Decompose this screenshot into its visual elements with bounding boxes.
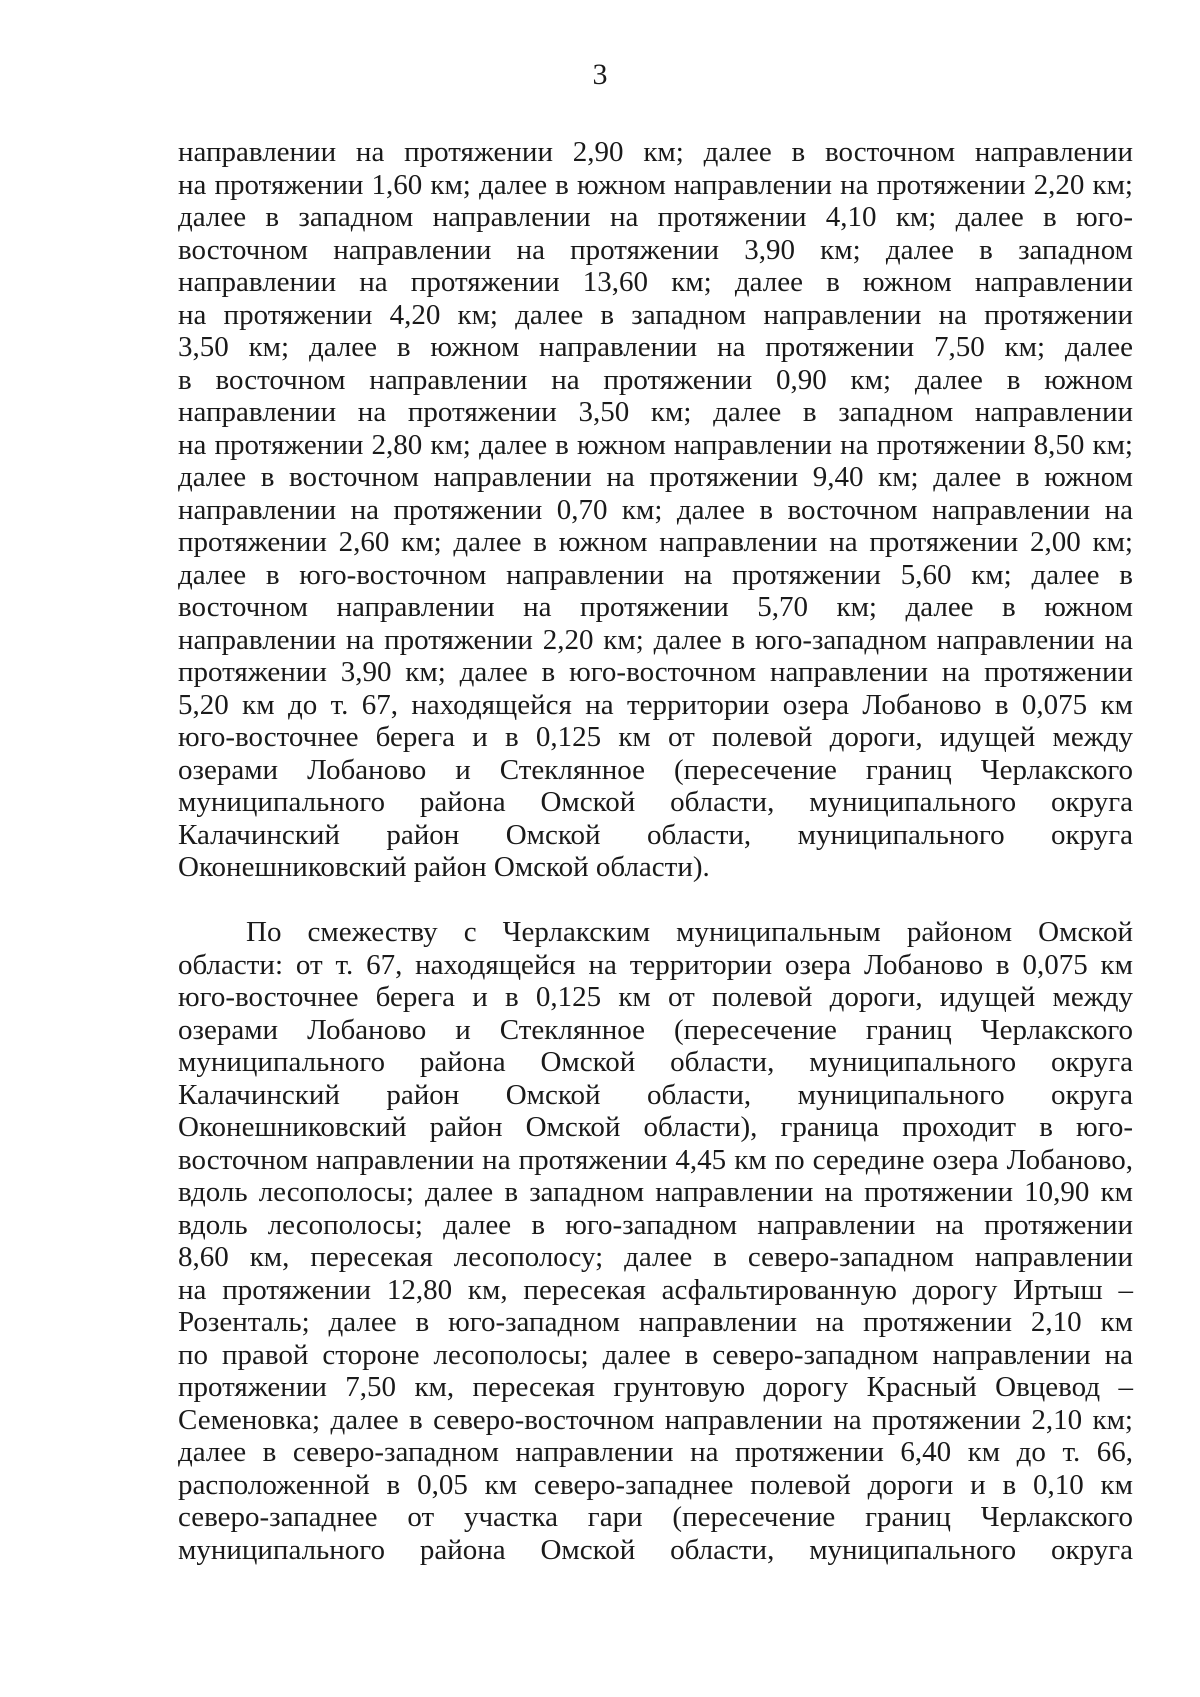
text-line: Розенталь; далее в юго-западном направлении на протяжении 2,10 км	[178, 1306, 1133, 1338]
text-line: протяжении 7,50 км, пересекая грунтовую дорогу Красный Овцевод –	[178, 1371, 1133, 1403]
page-number: 3	[592, 58, 608, 91]
text-line: юго-восточнее берега и в 0,125 км от полевой дороги, идущей между	[178, 721, 1133, 753]
text-line: муниципального района Омской области, муниципального округа	[178, 1533, 1133, 1566]
text-line: далее в западном направлении на протяжении 4,10 км; далее в юго-	[178, 201, 1133, 233]
text-line: направлении на протяжении 2,20 км; далее в юго-западном направлении на	[178, 623, 1133, 656]
text-line: протяжении 2,60 км; далее в южном направлении на протяжении 2,00 км;	[178, 526, 1133, 558]
text-line: северо-западнее от участка гари (пересечение границ Черлакского	[178, 1501, 1133, 1533]
text-line: направлении на протяжении 13,60 км; далее в южном направлении	[178, 266, 1133, 298]
text-line: Оконешниковский район Омской области), граница проходит в юго-	[178, 1111, 1133, 1143]
text-line: на протяжении 1,60 км; далее в южном направлении на протяжении 2,20 км;	[178, 168, 1133, 201]
paragraph-2	[178, 916, 1133, 1566]
text-line: Семеновка; далее в северо-восточном направлении на протяжении 2,10 км;	[178, 1403, 1133, 1436]
text-line: муниципального района Омской области, муниципального округа	[178, 786, 1133, 818]
text-line: восточном направлении на протяжении 4,45 км по середине озера Лобаново,	[178, 1143, 1133, 1176]
text-line: восточном направлении на протяжении 5,70 км; далее в южном	[178, 591, 1133, 623]
text-line: расположенной в 0,05 км северо-западнее полевой дороги и в 0,10 км	[178, 1468, 1133, 1501]
text-line: Оконешниковский район Омской области).	[178, 851, 710, 883]
text-line: озерами Лобаново и Стеклянное (пересечение границ Черлакского	[178, 753, 1133, 786]
text-line: направлении на протяжении 3,50 км; далее в западном направлении	[178, 396, 1133, 428]
text-line: По смежеству с Черлакским муниципальным районом Омской	[246, 916, 1133, 948]
text-line: далее в юго-восточном направлении на протяжении 5,60 км; далее в	[178, 558, 1133, 591]
text-line: юго-восточнее берега и в 0,125 км от полевой дороги, идущей между	[178, 981, 1133, 1013]
text-line: Калачинский район Омской области, муниципального округа	[178, 818, 1133, 851]
text-line: по правой стороне лесополосы; далее в северо-западном направлении на	[178, 1338, 1133, 1371]
text-line: на протяжении 12,80 км, пересекая асфальтированную дорогу Иртыш –	[178, 1273, 1133, 1306]
text-line: далее в северо-западном направлении на протяжении 6,40 км до т. 66,	[178, 1436, 1133, 1468]
text-line: далее в восточном направлении на протяжении 9,40 км; далее в южном	[178, 461, 1133, 493]
text-line: 3,50 км; далее в южном направлении на протяжении 7,50 км; далее	[178, 331, 1133, 363]
text-line: протяжении 3,90 км; далее в юго-восточном направлении на протяжении	[178, 656, 1133, 688]
text-line: муниципального района Омской области, муниципального округа	[178, 1046, 1133, 1078]
text-line: области: от т. 67, находящейся на территории озера Лобаново в 0,075 км	[178, 948, 1133, 981]
text-line: направлении на протяжении 2,90 км; далее в восточном направлении	[178, 136, 1133, 168]
text-line: восточном направлении на протяжении 3,90 км; далее в западном	[178, 233, 1133, 266]
text-line: 8,60 км, пересекая лесополосу; далее в северо-западном направлении	[178, 1241, 1133, 1273]
text-line: направлении на протяжении 0,70 км; далее в восточном направлении на	[178, 493, 1133, 526]
text-line: на протяжении 2,80 км; далее в южном направлении на протяжении 8,50 км;	[178, 428, 1133, 461]
paragraph-1	[178, 136, 1133, 884]
text-line: Калачинский район Омской области, муниципального округа	[178, 1078, 1133, 1111]
text-line: вдоль лесополосы; далее в западном направлении на протяжении 10,90 км	[178, 1176, 1133, 1208]
text-line: вдоль лесополосы; далее в юго-западном направлении на протяжении	[178, 1208, 1133, 1241]
text-line: 5,20 км до т. 67, находящейся на территории озера Лобаново в 0,075 км	[178, 688, 1133, 721]
text-line: озерами Лобаново и Стеклянное (пересечение границ Черлакского	[178, 1013, 1133, 1046]
text-line: на протяжении 4,20 км; далее в западном направлении на протяжении	[178, 298, 1133, 331]
text-line: в восточном направлении на протяжении 0,90 км; далее в южном	[178, 363, 1133, 396]
